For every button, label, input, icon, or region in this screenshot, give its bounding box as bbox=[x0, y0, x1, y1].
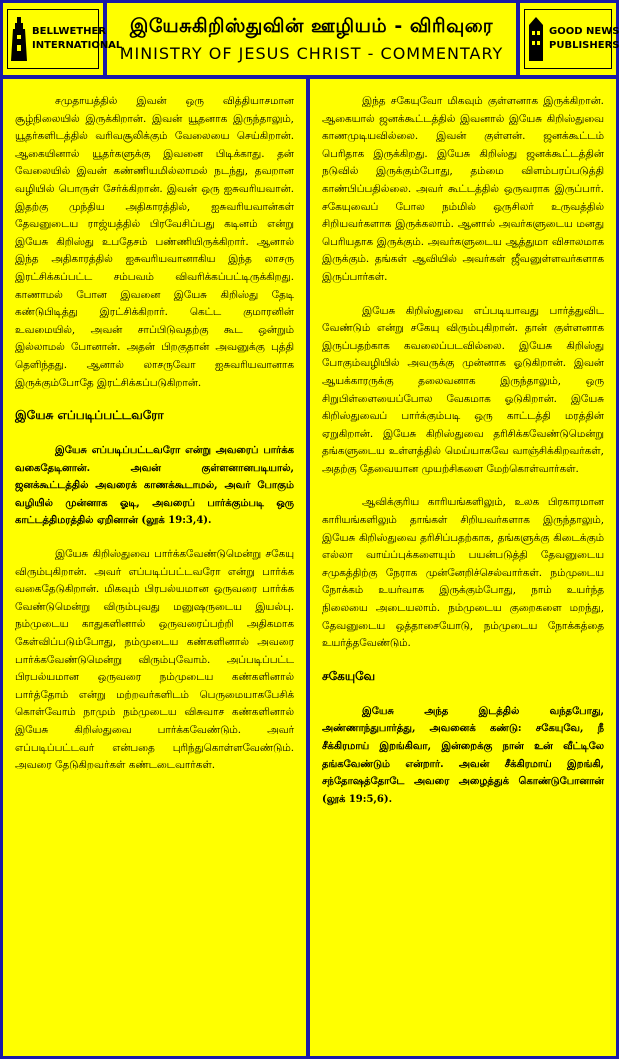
left-heading: இயேசு எப்படிப்பட்டவரோ bbox=[15, 408, 164, 423]
right-paragraph-2: இயேசு கிறிஸ்துவை எப்படியாவது பார்த்துவிட வேண்டும் என்று சகேயு விரும்புகிறான். தான் குள்ளனாக இருப்பதற்காக கவலைப்படவில்லை. இயேசு கிறிஸ்து போகும்வழியில் அவருக்கு முன்னாக ஓடுகிறான். இவன் ஆயக்காரருக்கு தலைவனாக இருந்தாலும், ஒரு சிறுபிள்ளையைப்போல வேகமாக ஓடுகிறான். இயேசு கிறிஸ்துவைப் பார்க்கும்படி ஒரு காட்டத்தி மரத்தின் ஏறுகிறான். இயேசு கிறிஸ்துவை தரிசிக்கவேண்டுமென்று தங்களுடைய உள்ளத்தில் மெய்யாகவே வாஞ்சிக்கிறவர்கள், அதற்கு தேவையான முயற்சிகளை மேற்கொள்வார்கள். bbox=[322, 304, 604, 475]
building-icon bbox=[527, 15, 545, 63]
tower-icon bbox=[10, 15, 28, 63]
right-heading: சகேயுவே bbox=[322, 668, 376, 683]
right-paragraph-1: இந்த சகேயுவோ மிகவும் குள்ளனாக இருக்கிறான். ஆகையால் ஜனக்கூட்டத்தில் இவனால் இயேசு கிறிஸ்துவை காணமுடியவில்லை. இவன் குள்ளன். ஜனக்கூட்டம் பெரிதாக இருக்கிறது. இயேசு கிறிஸ்து ஜனக்கூட்டத்தின் நடுவில் இருக்கும்போது, தம்மை விளம்பரப்படுத்தி காண்பிப்பதில்லை. அவர் கூட்டத்தில் ஒருவராக இருப்பார். சகேயுவைப் போல நம்மில் ஒருசிலர் உருவத்தில் சிறியவர்களாக இருக்கலாம். ஆனால் அவர்களுடைய மனது பெரியதாக இருக்கும். அவர்களுடைய ஆத்துமா விசாலமாக இருக்கும். தங்கள் ஆவியில் அவர்கள் ஜீவனுள்ளவர்களாக இருப்பார்கள். bbox=[322, 95, 604, 283]
left-paragraph-1: சமுதாயத்தில் இவன் ஒரு வித்தியாசமான சூழ்நிலையில் இருக்கிறான். இவன் யூதனாக இருந்தாலும், யூதர்களிடத்தில் வரிவசூலிக்கும் வேலையை செய்கிறான். ஆகையினால் யூதர்களுக்கு இவனை பிடிக்காது. தன் வேலையில் இவன் கண்ணியமில்லாமல் நடந்து, தவறான வழியில் பொருள் சேர்க்கிறான். இவன் ஒரு ஐசுவரியவான். இதற்கு முந்திய அதிகாரத்தில், ஐசுவரியவான்கள் தேவனுடைய ராஜ்யத்தில் பிரவேசிப்பது கடினம் என்று இயேசு கிறிஸ்து உபதேசம் பண்ணியிருக்கிறார். ஆனால் இந்த அதிகாரத்தில் ஐசுவரியவானாகிய இந்த லாசரு இரட்சிக்கப்பட்ட சம்பவம் விவரிக்கப்பட்டிருக்கிறது. காணாமல் போன இவனை இயேசு கிறிஸ்து தேடி கண்டுபிடித்து இரட்சிக்கிறார். கெட்ட குமாரனின் உவமையில், அவன் சாப்பிடுவதற்கு கூட ஒன்றும் இல்லாமல் போனான். அதன் பிறகுதான் அவனுக்கு புத்தி தெளிந்தது. ஆனால் லாசருவோ ஐசுவரியவானாக இருக்கும்போதே இரட்சிக்கப்படுகிறான். bbox=[15, 95, 294, 389]
right-paragraph-3: ஆவிக்குரிய காரியங்களிலும், உலக பிரகாரமான காரியங்களிலும் தாங்கள் சிறியவர்களாக இருந்தாலும், இயேசு கிறிஸ்துவை தரிசிப்பதற்காக, தங்களுக்கு கிடைக்கும் எல்லா வாய்ப்புக்களையும் பயன்படுத்தி தேவனுடைய சமுகத்திற்கு நேராக முன்னேறிச்செல்வார்கள். நம்முடைய நோக்கம் உயர்வாக இருக்கும்போது, நாம் உயர்ந்த நிலையை அடையலாம். நம்முடைய குறைகளை மறந்து, தேவனுடைய ஒத்தாசையோடு, நம்முடைய நோக்கத்தை உயர்த்தவேண்டும். bbox=[322, 496, 604, 650]
bellwether-line2: INTERNATIONAL bbox=[32, 40, 123, 51]
good-news-line2: PUBLISHERS bbox=[549, 40, 619, 51]
bellwether-logo-box bbox=[7, 9, 123, 69]
left-paragraph-2: இயேசு கிறிஸ்துவை பார்க்கவேண்டுமென்று சகேயு விரும்புகிறான். அவர் எப்படிப்பட்டவரோ என்று பார்க்க வகைதேடுகிறான். மிகவும் பிரபல்யமான ஒருவரை பார்க்க வேண்டுமென்று விரும்புவது மனுஷருடைய இயல்பு. நம்முடைய காதுகளினால் ஒருவரைப்பற்றி அதிகமாக கேள்விப்படும்போது, நம்முடைய கண்களினால் அவரை பார்க்கவேண்டுமென்று விரும்புவோம். அப்படிப்பட்ட பிரபல்யமான ஒருவரை நம்முடைய கண்களினால் பார்த்தோம் என்று மற்றவர்களிடம் பெருமையாகபேசிக் கொள்வோம் நாமும் நம்முடைய விசுவாச கண்களினால் இயேசு கிறிஸ்துவை பார்க்கவேண்டும். அவர் எப்படிப்பட்டவர் என்பதை புரிந்துகொள்ளவேண்டும். அவரை தேடுகிறவர்கள் கண்டடைவார்கள். bbox=[15, 548, 294, 772]
title-tamil: இயேசுகிறிஸ்துவின் ஊழியம் - விரிவுரை bbox=[129, 15, 494, 37]
good-news-logo bbox=[520, 3, 619, 75]
bellwether-logo bbox=[3, 3, 123, 75]
right-column bbox=[310, 79, 616, 1056]
title-block bbox=[107, 3, 520, 75]
header bbox=[3, 3, 619, 79]
left-column bbox=[3, 79, 310, 1056]
left-quote: இயேசு எப்படிப்பட்டவரோ என்று அவரைப் பார்க்க வகைதேடினான். அவன் குள்ளனானபடியால், ஜனக்கூட்டத்தில் அவரைக் காணக்கூடாமல், அவர் போகும் வழியில் முன்னாக ஓடி, அவரைப் பார்க்கும்படி ஒரு காட்டத்திமரத்தில் ஏறினான் (லூக் 19:3,4). bbox=[15, 445, 294, 527]
bellwether-line1: BELLWETHER bbox=[32, 26, 107, 37]
good-news-logo-box bbox=[524, 9, 619, 69]
right-quote: இயேசு அந்த இடத்தில் வந்தபோது, அண்ணாந்துபார்த்து, அவனைக் கண்டு: சகேயுவே, நீ சீக்கிரமாய் இறங்கிவா, இன்றைக்கு நான் உன் வீட்டிலே தங்கவேண்டும் என்றார். அவன் சீக்கிரமாய் இறங்கி, சந்தோஷத்தோடே அவரை அழைத்துக் கொண்டுபோனான் (லூக் 19:5,6). bbox=[322, 705, 604, 805]
good-news-line1: GOOD NEWS bbox=[549, 26, 619, 37]
title-english: MINISTRY OF JESUS CHRIST - COMMENTARY bbox=[119, 44, 504, 63]
